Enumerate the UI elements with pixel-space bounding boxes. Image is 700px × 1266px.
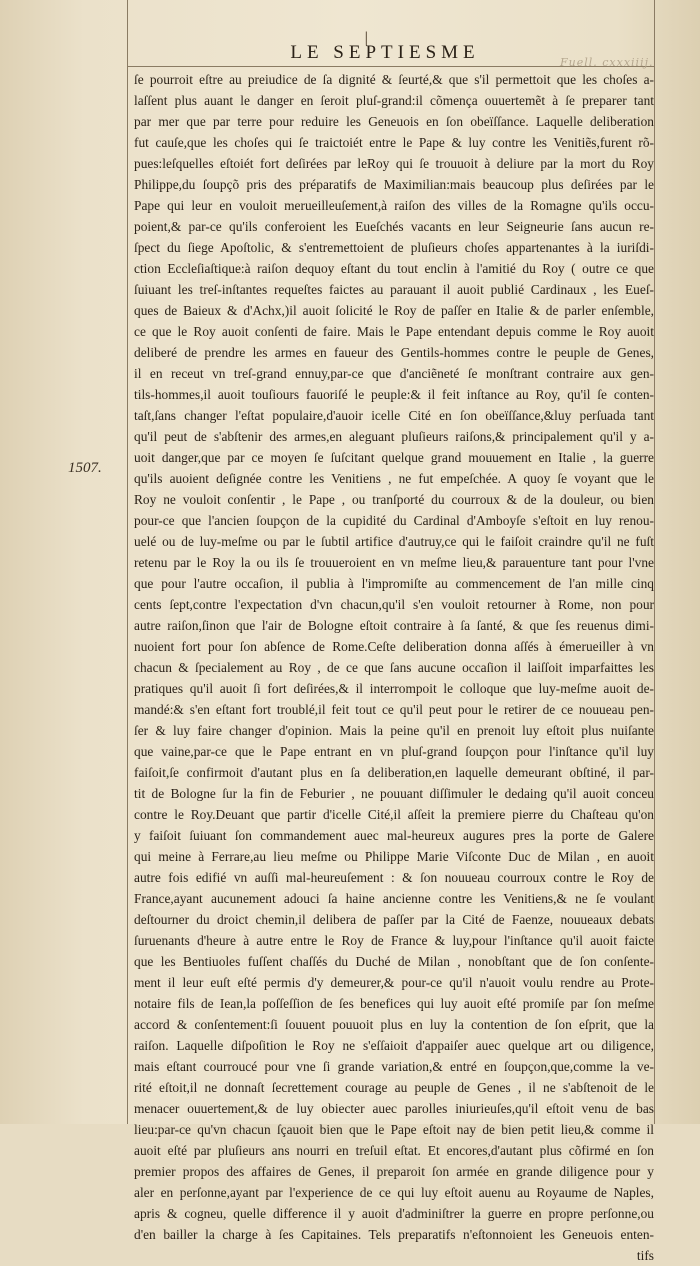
text-line: mandé:& s'en eſtant fort troublé,il feit tout ce qu'il peut pour le retirer de ce nouueau pen- bbox=[134, 702, 654, 717]
text-line: ques de Baieux & d'Achx,)il auoit ſolicité le Roy de paſſer en Italie & de parler enſemble, bbox=[134, 303, 654, 318]
text-line: aler en perſonne,ayant par l'experience de ce qui luy eſtoit auenu au Royaume de Naples, bbox=[134, 1185, 654, 1200]
right-margin-rule bbox=[654, 0, 655, 1124]
text-line: ſuiuant les treſ-inſtantes requeſtes faictes au parauant il auoit publié Cardinaux , les Eueſ- bbox=[134, 282, 654, 297]
text-line: que pour l'autre occaſion, il publia à l'impromiſte au commencement de l'an mille cinq bbox=[134, 576, 654, 591]
text-line: contre le Roy.Deuant que partir d'icelle Cité,il aſſeit la premiere pierre du Chaſteau qu'on bbox=[134, 807, 654, 822]
text-line: fut cauſe,que les choſes qui ſe traictoiét entre le Pape & luy contre les Venitiẽs,furent rõ- bbox=[134, 135, 654, 150]
text-line: qui meine à Ferrare,au lieu meſme ou Philippe Marie Viſconte Duc de Milan , en auoit bbox=[134, 849, 654, 864]
text-line: uoit danger,que par ce moyen ſe ſuſcitant quelque grand mouuement en Italie , la guerre bbox=[134, 450, 654, 465]
text-line: y faiſoit ſuiuant ſon commandement auec mal-heureux augures pres la porte de Galere bbox=[134, 828, 654, 843]
running-header: LE SEPTIESME bbox=[290, 42, 480, 63]
text-line: que vaine,par-ce que le Pape entrant en vn pluſ-grand ſoupçon pour l'inſtance qu'il luy bbox=[134, 744, 654, 759]
text-line: lieu:par-ce qu'vn chacun ſçauoit bien que le Pape eſtoit nay de bien petit lieu,& comme il bbox=[134, 1122, 654, 1137]
text-line: mais eſtant courroucé pour vne ſi grande variation,& entré en ſoupçon,que,comme la ve- bbox=[134, 1059, 654, 1074]
body-text bbox=[134, 69, 654, 1266]
text-line: deſtourner du droict chemin,il delibera de paſſer par la Cité de Faenze, nouueaux debats bbox=[134, 912, 654, 927]
text-line: cents ſept,contre l'expectation d'vn chacun,qu'il s'en vouloit retourner à Rome, non pour bbox=[134, 597, 654, 612]
text-line: chacun & ſpecialement au Roy , de ce que ſans aucune occaſion il laiſſoit imparfaittes les bbox=[134, 660, 654, 675]
text-line: rité eſtoit,il ne donnaſt ſecrettement courage au peuple de Genes , il ne s'abſtenoit de le bbox=[134, 1080, 654, 1095]
text-line: autre fois edifié vn auſſi mal-heureuſement : & ſon nouueau courroux contre le Roy de bbox=[134, 870, 654, 885]
text-line: Philippe,du ſoupçõ pris des préparatifs de Maximilian:mais beaucoup plus deſirées par le bbox=[134, 177, 654, 192]
text-line: pratiques qu'il auoit ſi fort deſirées,& il interrompoit le colloque que luy-meſme auoit de- bbox=[134, 681, 654, 696]
text-line: apris & cogneu, quelle difference il y auoit d'adminiſtrer la guerre en propre perſonne,ou bbox=[134, 1206, 654, 1221]
text-line: France,ayant aucunement adouci ſa haine ancienne contre les Venitiens,& ne ſe voulant bbox=[134, 891, 654, 906]
text-line: auoit eſté par pluſieurs ans nourri en treſuil eſtat. Et encores,d'autant plus cõfirmé en ſon bbox=[134, 1143, 654, 1158]
text-line: premier propos des affaires de Genes, il preparoit ſon armée en grande diligence pour y bbox=[134, 1164, 654, 1179]
text-line: ſer & luy faire changer d'opinion. Mais la peine qu'il en prenoit luy eſtoit plus nuiſante bbox=[134, 723, 654, 738]
text-line: taſt,ſans changer l'eſtat populaire,d'auoir icelle Cité en ſon obeïſſance,&luy perſuada tant bbox=[134, 408, 654, 423]
text-line: ction Eccleſiaſtique:à raiſon dequoy eſtant du tout enclin à l'amitié du Roy ( outre ce que bbox=[134, 261, 654, 276]
text-line: ſuruenants d'heure à autre entre le Roy de France & luy,pour l'inſtance qu'il auoit faicte bbox=[134, 933, 654, 948]
text-line: nuoient fort pour ſon abſence de Rome.Ceſte deliberation donna aſſés à émerueiller à vn bbox=[134, 639, 654, 654]
bleed-through-text: Fuell. cxxxiiij. bbox=[560, 56, 654, 69]
text-line: faiſoit,ſe confirmoit d'autant plus en ſa deliberation,en laquelle demeurant obſtiné, il par- bbox=[134, 765, 654, 780]
text-line: retenu par le Roy la ou ils ſe trouueroient en vn meſme lieu,& parauenture tant pour l'vne bbox=[134, 555, 654, 570]
text-line: ſpect du ſiege Apoſtolic, & s'entremettoient de pluſieurs choſes appartenantes à la iuriſdi- bbox=[134, 240, 654, 255]
text-line: tit de Bologne ſur la fin de Feburier , ne pouuant diſſimuler le dedaing qu'il auoit conceu bbox=[134, 786, 654, 801]
text-line: pour-ce que l'ancien ſoupçon de la cupidité du Cardinal d'Amboyſe s'eſtoit en luy renou- bbox=[134, 513, 654, 528]
text-line: il en receut vn treſ-grand ennuy,par-ce que d'anciẽneté ſe monſtrant contraire aux gen- bbox=[134, 366, 654, 381]
text-line: menacer ouuertement,& de luy obiecter auec parolles iniurieuſes,qu'il eſtoit venu de bas bbox=[134, 1101, 654, 1116]
text-line: tifs bbox=[636, 1248, 654, 1263]
text-line: par mer que par terre pour reduire les Geneuois en ſon obeïſſance. Laquelle deliberation bbox=[134, 114, 654, 129]
text-line: raiſon. Laquelle diſpoſition le Roy ne s'eſſaioit d'appaiſer auec quelque art ou diligence, bbox=[134, 1038, 654, 1053]
text-line: accord & conſentement:ſi ſouuent pouuoit plus en luy la contention de ſon eſprit, que la bbox=[134, 1017, 654, 1032]
text-line: Pape qui leur en vouloit merueilleuſement,à raiſon des villes de la Romagne qu'ils occu- bbox=[134, 198, 654, 213]
text-line: laſſent plus auant le danger en ſeroit pluſ-grand:il cõmença ouuertemẽt à ſe preparer tant bbox=[134, 93, 654, 108]
text-line: pues:leſquelles eſtoiét fort deſirées par leRoy qui ſe trouuoit à deliure par la mort du Roy bbox=[134, 156, 654, 171]
text-line: tils-hommes,il auoit touſiours fauoriſé le peuple:& il feit inſtance au Roy, qu'il ſe conten- bbox=[134, 387, 654, 402]
text-line: autre raiſon,ſinon que l'air de Bologne eſtoit contraire à ſa ſanté, & que ſes reuenus dimi- bbox=[134, 618, 654, 633]
text-line: poient,& par-ce qu'ils conferoient les Eueſchés vacants en leur Seigneurie ſans aucun re- bbox=[134, 219, 654, 234]
text-line: notaire fils de Iean,la poſſeſſion de ſes benefices qui luy auoit eſté promiſe par ſon meſme bbox=[134, 996, 654, 1011]
text-line: qu'ils auoient deſignée contre les Venitiens , ne fut empeſchée. A quoy ſe voyant que le bbox=[134, 471, 654, 486]
left-margin-rule bbox=[127, 0, 128, 1124]
text-line: d'en bailler la charge à ſes Capitaines. Tels preparatifs n'eſtonnoient les Geneuois enten- bbox=[134, 1227, 654, 1242]
folio-mark: | bbox=[364, 30, 369, 46]
text-line: ce que le Roy auoit conſenti de faire. Mais le Pape entendant depuis comme le Roy auoit bbox=[134, 324, 654, 339]
margin-date-note: 1507. bbox=[68, 460, 102, 476]
text-line: Roy ne vouloit conſentir , le Pape , ou tranſporté du courroux & de la douleur, ou bien bbox=[134, 492, 654, 507]
text-line: qu'il peut de s'abſtenir des armes,en aleguant pluſieurs raiſons,& principalement qu'il y a- bbox=[134, 429, 654, 444]
text-line: que les Bentiuoles fuſſent chaſſés du Duché de Milan , nonobſtant que de ſon conſente- bbox=[134, 954, 654, 969]
text-line: ment il leur euſt eſté permis d'y demeurer,& pour-ce qu'il n'auoit voulu rendre au Prote- bbox=[134, 975, 654, 990]
text-line: ſe pourroit eſtre au preiudice de ſa dignité & ſeurté,& que s'il permettoit que les choſes a- bbox=[134, 72, 654, 87]
text-line: uelé ou de luy-meſme ou par le ſubtil artifice d'autruy,ce qui le faiſoit craindre qu'il ne fuſt bbox=[134, 534, 654, 549]
text-line: deliberé de prendre les armes en faueur des Gentils-hommes contre le peuple de Genes, bbox=[134, 345, 654, 360]
